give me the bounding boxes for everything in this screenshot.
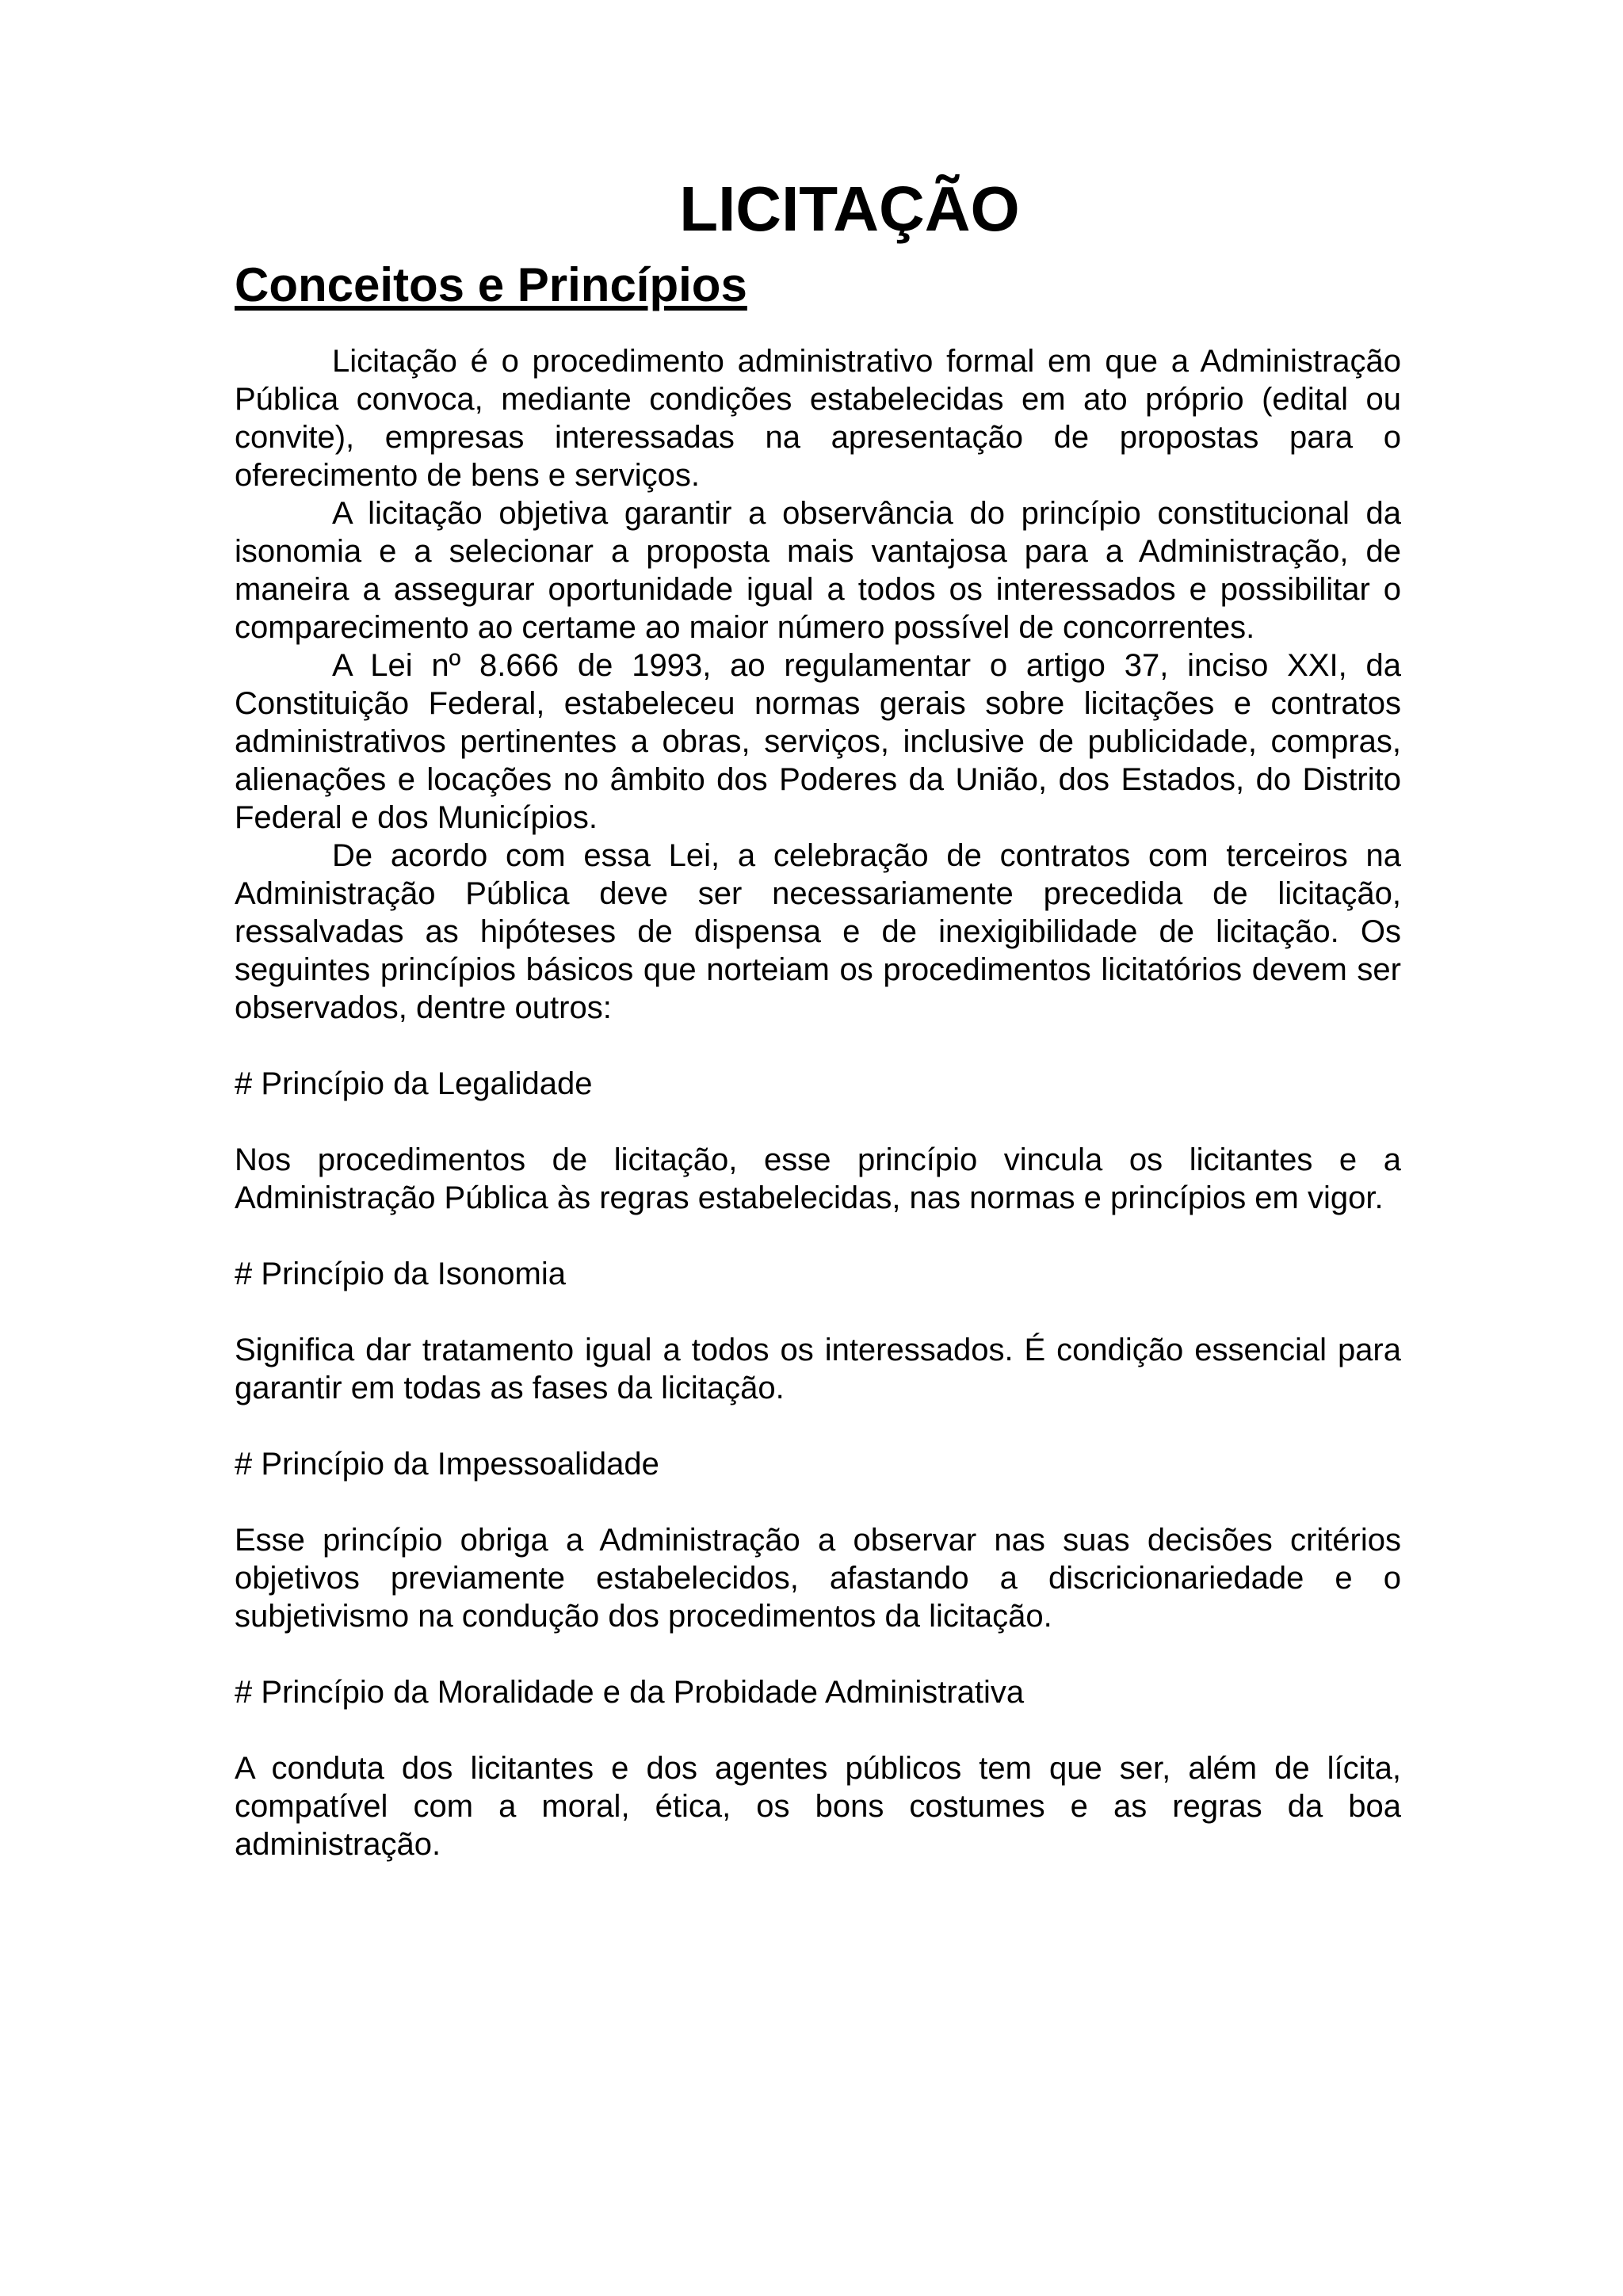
document-body [235, 174, 1401, 1863]
paragraph: A Lei nº 8.666 de 1993, ao regulamentar o artigo 37, inciso XXI, da Constituição Federal, estabeleceu normas gerais sobre licitações e contratos administrativos pertinentes a obras, serviços, inclusive de publicidade, compras, alienações e locações no âmbito dos Poderes da União, dos Estados, do Distrito Federal e dos Municípios. [235, 648, 1401, 835]
principles-list [235, 1065, 1401, 1863]
principle-heading: # Princípio da Legalidade [235, 1066, 593, 1101]
document-title: LICITAÇÃO [679, 174, 1020, 244]
section-heading: Conceitos e Princípios [235, 258, 747, 311]
principle-text: Nos procedimentos de licitação, esse princípio vincula os licitantes e a Administração Pública às regras estabelecidas, nas normas e princípios em vigor. [235, 1142, 1401, 1215]
principle-heading: # Princípio da Isonomia [235, 1257, 567, 1291]
paragraph: De acordo com essa Lei, a celebração de contratos com terceiros na Administração Pública deve ser necessariamente precedida de licitação, ressalvadas as hipóteses de dispensa e de inexigibilidade de licitação. Os seguintes princípios básicos que norteiam os procedimentos licitatórios devem ser observados, dentre outros: [235, 838, 1401, 1025]
principle-text: Esse princípio obriga a Administração a observar nas suas decisões critérios objetivos previamente estabelecidos, afastando a discricionariedade e o subjetivismo na condução dos procedimentos da licitação. [235, 1523, 1401, 1634]
principle-text: Significa dar tratamento igual a todos os interessados. É condição essencial para garantir em todas as fases da licitação. [235, 1333, 1401, 1405]
principle-item [235, 1255, 1401, 1407]
intro-paragraphs [235, 342, 1401, 1027]
principle-heading: # Princípio da Moralidade e da Probidade Administrativa [235, 1675, 1025, 1710]
principle-heading: # Princípio da Impessoalidade [235, 1447, 659, 1482]
principle-item [235, 1065, 1401, 1217]
paragraph: A licitação objetiva garantir a observância do princípio constitucional da isonomia e a selecionar a proposta mais vantajosa para a Administração, de maneira a assegurar oportunidade igual a todos os interessados e possibilitar o comparecimento ao certame ao maior número possível de concorrentes. [235, 496, 1401, 645]
principle-item [235, 1445, 1401, 1635]
principle-item [235, 1673, 1401, 1863]
principle-text: A conduta dos licitantes e dos agentes públicos tem que ser, além de lícita, compatível com a moral, ética, os bons costumes e as regras da boa administração. [235, 1751, 1401, 1862]
paragraph: Licitação é o procedimento administrativo formal em que a Administração Pública convoca, mediante condições estabelecidas em ato próprio (edital ou convite), empresas interessadas na apresentação de propostas para o oferecimento de bens e serviços. [235, 344, 1401, 493]
